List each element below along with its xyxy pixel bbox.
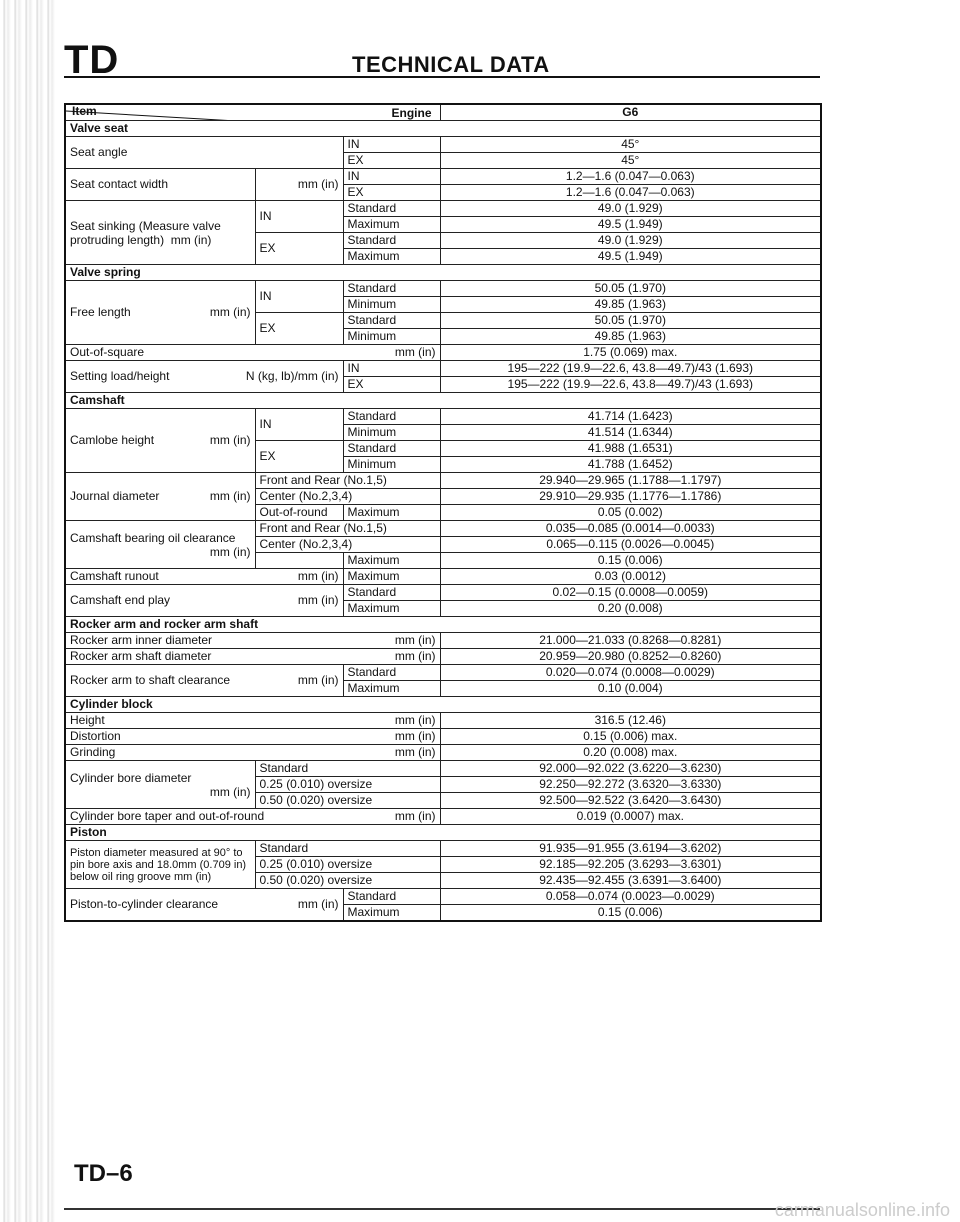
rocker-clearance-max: 0.10 (0.004) [440, 681, 821, 697]
out-of-round-label: Out-of-round [255, 505, 343, 521]
piston-std-label: Standard [255, 841, 440, 857]
ex-label: EX [343, 377, 440, 393]
grinding-val: 0.20 (0.008) max. [440, 745, 821, 761]
table-header-row [65, 104, 821, 121]
journal-front-rear: 29.940—29.965 (1.1788—1.1797) [440, 473, 821, 489]
technical-data-table [64, 103, 822, 922]
rocker-clearance-label: Rocker arm to shaft clearance mm (in) [65, 665, 343, 697]
maximum-label: Maximum [343, 505, 440, 521]
piston-clearance-std: 0.058—0.074 (0.0023—0.0029) [440, 889, 821, 905]
in-label: IN [343, 169, 440, 185]
free-length-ex-min: 49.85 (1.963) [440, 329, 821, 345]
standard-label: Standard [343, 281, 440, 297]
page-number: TD–6 [74, 1160, 133, 1187]
out-of-square-label: Out-of-square mm (in) [65, 345, 440, 361]
oil-clearance-center: 0.065—0.115 (0.0026—0.0045) [440, 537, 821, 553]
standard-label: Standard [343, 665, 440, 681]
maximum-label: Maximum [343, 217, 440, 233]
bore-std-label: Standard [255, 761, 440, 777]
rocker-shaft-dia-label: Rocker arm shaft diameter mm (in) [65, 649, 440, 665]
bore-label: Cylinder bore diameter mm (in) [65, 761, 255, 809]
standard-label: Standard [343, 201, 440, 217]
free-length-ex-std: 50.05 (1.970) [440, 313, 821, 329]
sinking-in-max: 49.5 (1.949) [440, 217, 821, 233]
in-label: IN [343, 137, 440, 153]
item-label: Item [72, 104, 97, 118]
camlobe-ex-min: 41.788 (1.6452) [440, 457, 821, 473]
grinding-label: Grinding mm (in) [65, 745, 440, 761]
oil-clearance-front-rear: 0.035—0.085 (0.0014—0.0033) [440, 521, 821, 537]
journal-label: Journal diameter mm (in) [65, 473, 255, 521]
minimum-label: Minimum [343, 297, 440, 313]
seat-angle-label: Seat angle [65, 137, 343, 169]
standard-label: Standard [343, 409, 440, 425]
minimum-label: Minimum [343, 425, 440, 441]
contact-width-in: 1.2—1.6 (0.047—0.063) [440, 169, 821, 185]
in-label: IN [255, 201, 343, 233]
section-code: TD [64, 38, 120, 82]
setting-load-ex: 195—222 (19.9—22.6, 43.8—49.7)/43 (1.693) [440, 377, 821, 393]
runout-label: Camshaft runout mm (in) [65, 569, 343, 585]
section-valve-seat: Valve seat [65, 121, 821, 137]
in-label: IN [343, 361, 440, 377]
setting-load-in: 195—222 (19.9—22.6, 43.8—49.7)/43 (1.693) [440, 361, 821, 377]
end-play-label: Camshaft end play mm (in) [65, 585, 343, 617]
bore-os50-val: 92.500—92.522 (3.6420—3.6430) [440, 793, 821, 809]
page-title: TECHNICAL DATA [352, 52, 550, 77]
rocker-inner-dia-label: Rocker arm inner diameter mm (in) [65, 633, 440, 649]
contact-width-unit: mm (in) [255, 169, 343, 201]
section-camshaft: Camshaft [65, 393, 821, 409]
section-valve-spring: Valve spring [65, 265, 821, 281]
center-label: Center (No.2,3,4) [255, 537, 440, 553]
height-label: Height mm (in) [65, 713, 440, 729]
blank-cell [255, 553, 343, 569]
rocker-shaft-dia-val: 20.959—20.980 (0.8252—0.8260) [440, 649, 821, 665]
bore-os25-label: 0.25 (0.010) oversize [255, 777, 440, 793]
header-diagonal-cell [65, 104, 440, 121]
distortion-label: Distortion mm (in) [65, 729, 440, 745]
free-length-in-std: 50.05 (1.970) [440, 281, 821, 297]
ex-label: EX [255, 233, 343, 265]
oil-clearance-label: Camshaft bearing oil clearance mm (in) [65, 521, 255, 569]
camlobe-in-std: 41.714 (1.6423) [440, 409, 821, 425]
free-length-label: Free length mm (in) [65, 281, 255, 345]
piston-os25-label: 0.25 (0.010) oversize [255, 857, 440, 873]
height-val: 316.5 (12.46) [440, 713, 821, 729]
bore-std-val: 92.000—92.022 (3.6220—3.6230) [440, 761, 821, 777]
free-length-in-min: 49.85 (1.963) [440, 297, 821, 313]
model-label: G6 [440, 104, 821, 121]
camlobe-label: Camlobe height mm (in) [65, 409, 255, 473]
minimum-label: Minimum [343, 457, 440, 473]
piston-dia-label: Piston diameter measured at 90° to pin bore axis and 18.0mm (0.709 in) below oil ring groove mm (in) [65, 841, 255, 889]
oil-clearance-max: 0.15 (0.006) [440, 553, 821, 569]
engine-label: Engine [391, 106, 432, 120]
page-binding-edge [0, 0, 58, 1222]
sinking-in-std: 49.0 (1.929) [440, 201, 821, 217]
piston-clearance-max: 0.15 (0.006) [440, 905, 821, 922]
taper-val: 0.019 (0.0007) max. [440, 809, 821, 825]
center-label: Center (No.2,3,4) [255, 489, 440, 505]
footer-rule [64, 1208, 820, 1210]
out-of-square-val: 1.75 (0.069) max. [440, 345, 821, 361]
section-rocker-arm: Rocker arm and rocker arm shaft [65, 617, 821, 633]
seat-sinking-label: Seat sinking (Measure valve protruding length) mm (in) [65, 201, 255, 265]
front-rear-label: Front and Rear (No.1,5) [255, 521, 440, 537]
minimum-label: Minimum [343, 329, 440, 345]
maximum-label: Maximum [343, 553, 440, 569]
setting-load-label: Setting load/height N (kg, lb)/mm (in) [65, 361, 343, 393]
taper-label: Cylinder bore taper and out-of-round mm (in) [65, 809, 440, 825]
rocker-inner-dia-val: 21.000—21.033 (0.8268—0.8281) [440, 633, 821, 649]
diagonal-line-icon [66, 105, 440, 121]
maximum-label: Maximum [343, 249, 440, 265]
piston-os50-val: 92.435—92.455 (3.6391—3.6400) [440, 873, 821, 889]
maximum-label: Maximum [343, 905, 440, 922]
watermark-text: carmanualsonline.info [774, 1200, 950, 1220]
standard-label: Standard [343, 889, 440, 905]
piston-os50-label: 0.50 (0.020) oversize [255, 873, 440, 889]
header-rule [64, 76, 820, 78]
seat-angle-in: 45° [440, 137, 821, 153]
standard-label: Standard [343, 313, 440, 329]
maximum-label: Maximum [343, 569, 440, 585]
in-label: IN [255, 409, 343, 441]
end-play-max: 0.20 (0.008) [440, 601, 821, 617]
maximum-label: Maximum [343, 681, 440, 697]
bore-os50-label: 0.50 (0.020) oversize [255, 793, 440, 809]
maximum-label: Maximum [343, 601, 440, 617]
front-rear-label: Front and Rear (No.1,5) [255, 473, 440, 489]
journal-center: 29.910—29.935 (1.1776—1.1786) [440, 489, 821, 505]
section-cylinder-block: Cylinder block [65, 697, 821, 713]
sinking-ex-std: 49.0 (1.929) [440, 233, 821, 249]
contact-width-ex: 1.2—1.6 (0.047—0.063) [440, 185, 821, 201]
camlobe-ex-std: 41.988 (1.6531) [440, 441, 821, 457]
rocker-clearance-std: 0.020—0.074 (0.0008—0.0029) [440, 665, 821, 681]
section-piston: Piston [65, 825, 821, 841]
standard-label: Standard [343, 585, 440, 601]
end-play-std: 0.02—0.15 (0.0008—0.0059) [440, 585, 821, 601]
ex-label: EX [255, 313, 343, 345]
piston-clearance-label: Piston-to-cylinder clearance mm (in) [65, 889, 343, 922]
ex-label: EX [343, 185, 440, 201]
seat-angle-ex: 45° [440, 153, 821, 169]
piston-os25-val: 92.185—92.205 (3.6293—3.6301) [440, 857, 821, 873]
camlobe-in-min: 41.514 (1.6344) [440, 425, 821, 441]
distortion-val: 0.15 (0.006) max. [440, 729, 821, 745]
in-label: IN [255, 281, 343, 313]
sinking-ex-max: 49.5 (1.949) [440, 249, 821, 265]
standard-label: Standard [343, 441, 440, 457]
contact-width-label: Seat contact width [65, 169, 255, 201]
journal-oor: 0.05 (0.002) [440, 505, 821, 521]
bore-os25-val: 92.250—92.272 (3.6320—3.6330) [440, 777, 821, 793]
ex-label: EX [343, 153, 440, 169]
ex-label: EX [255, 441, 343, 473]
piston-std-val: 91.935—91.955 (3.6194—3.6202) [440, 841, 821, 857]
standard-label: Standard [343, 233, 440, 249]
runout-val: 0.03 (0.0012) [440, 569, 821, 585]
